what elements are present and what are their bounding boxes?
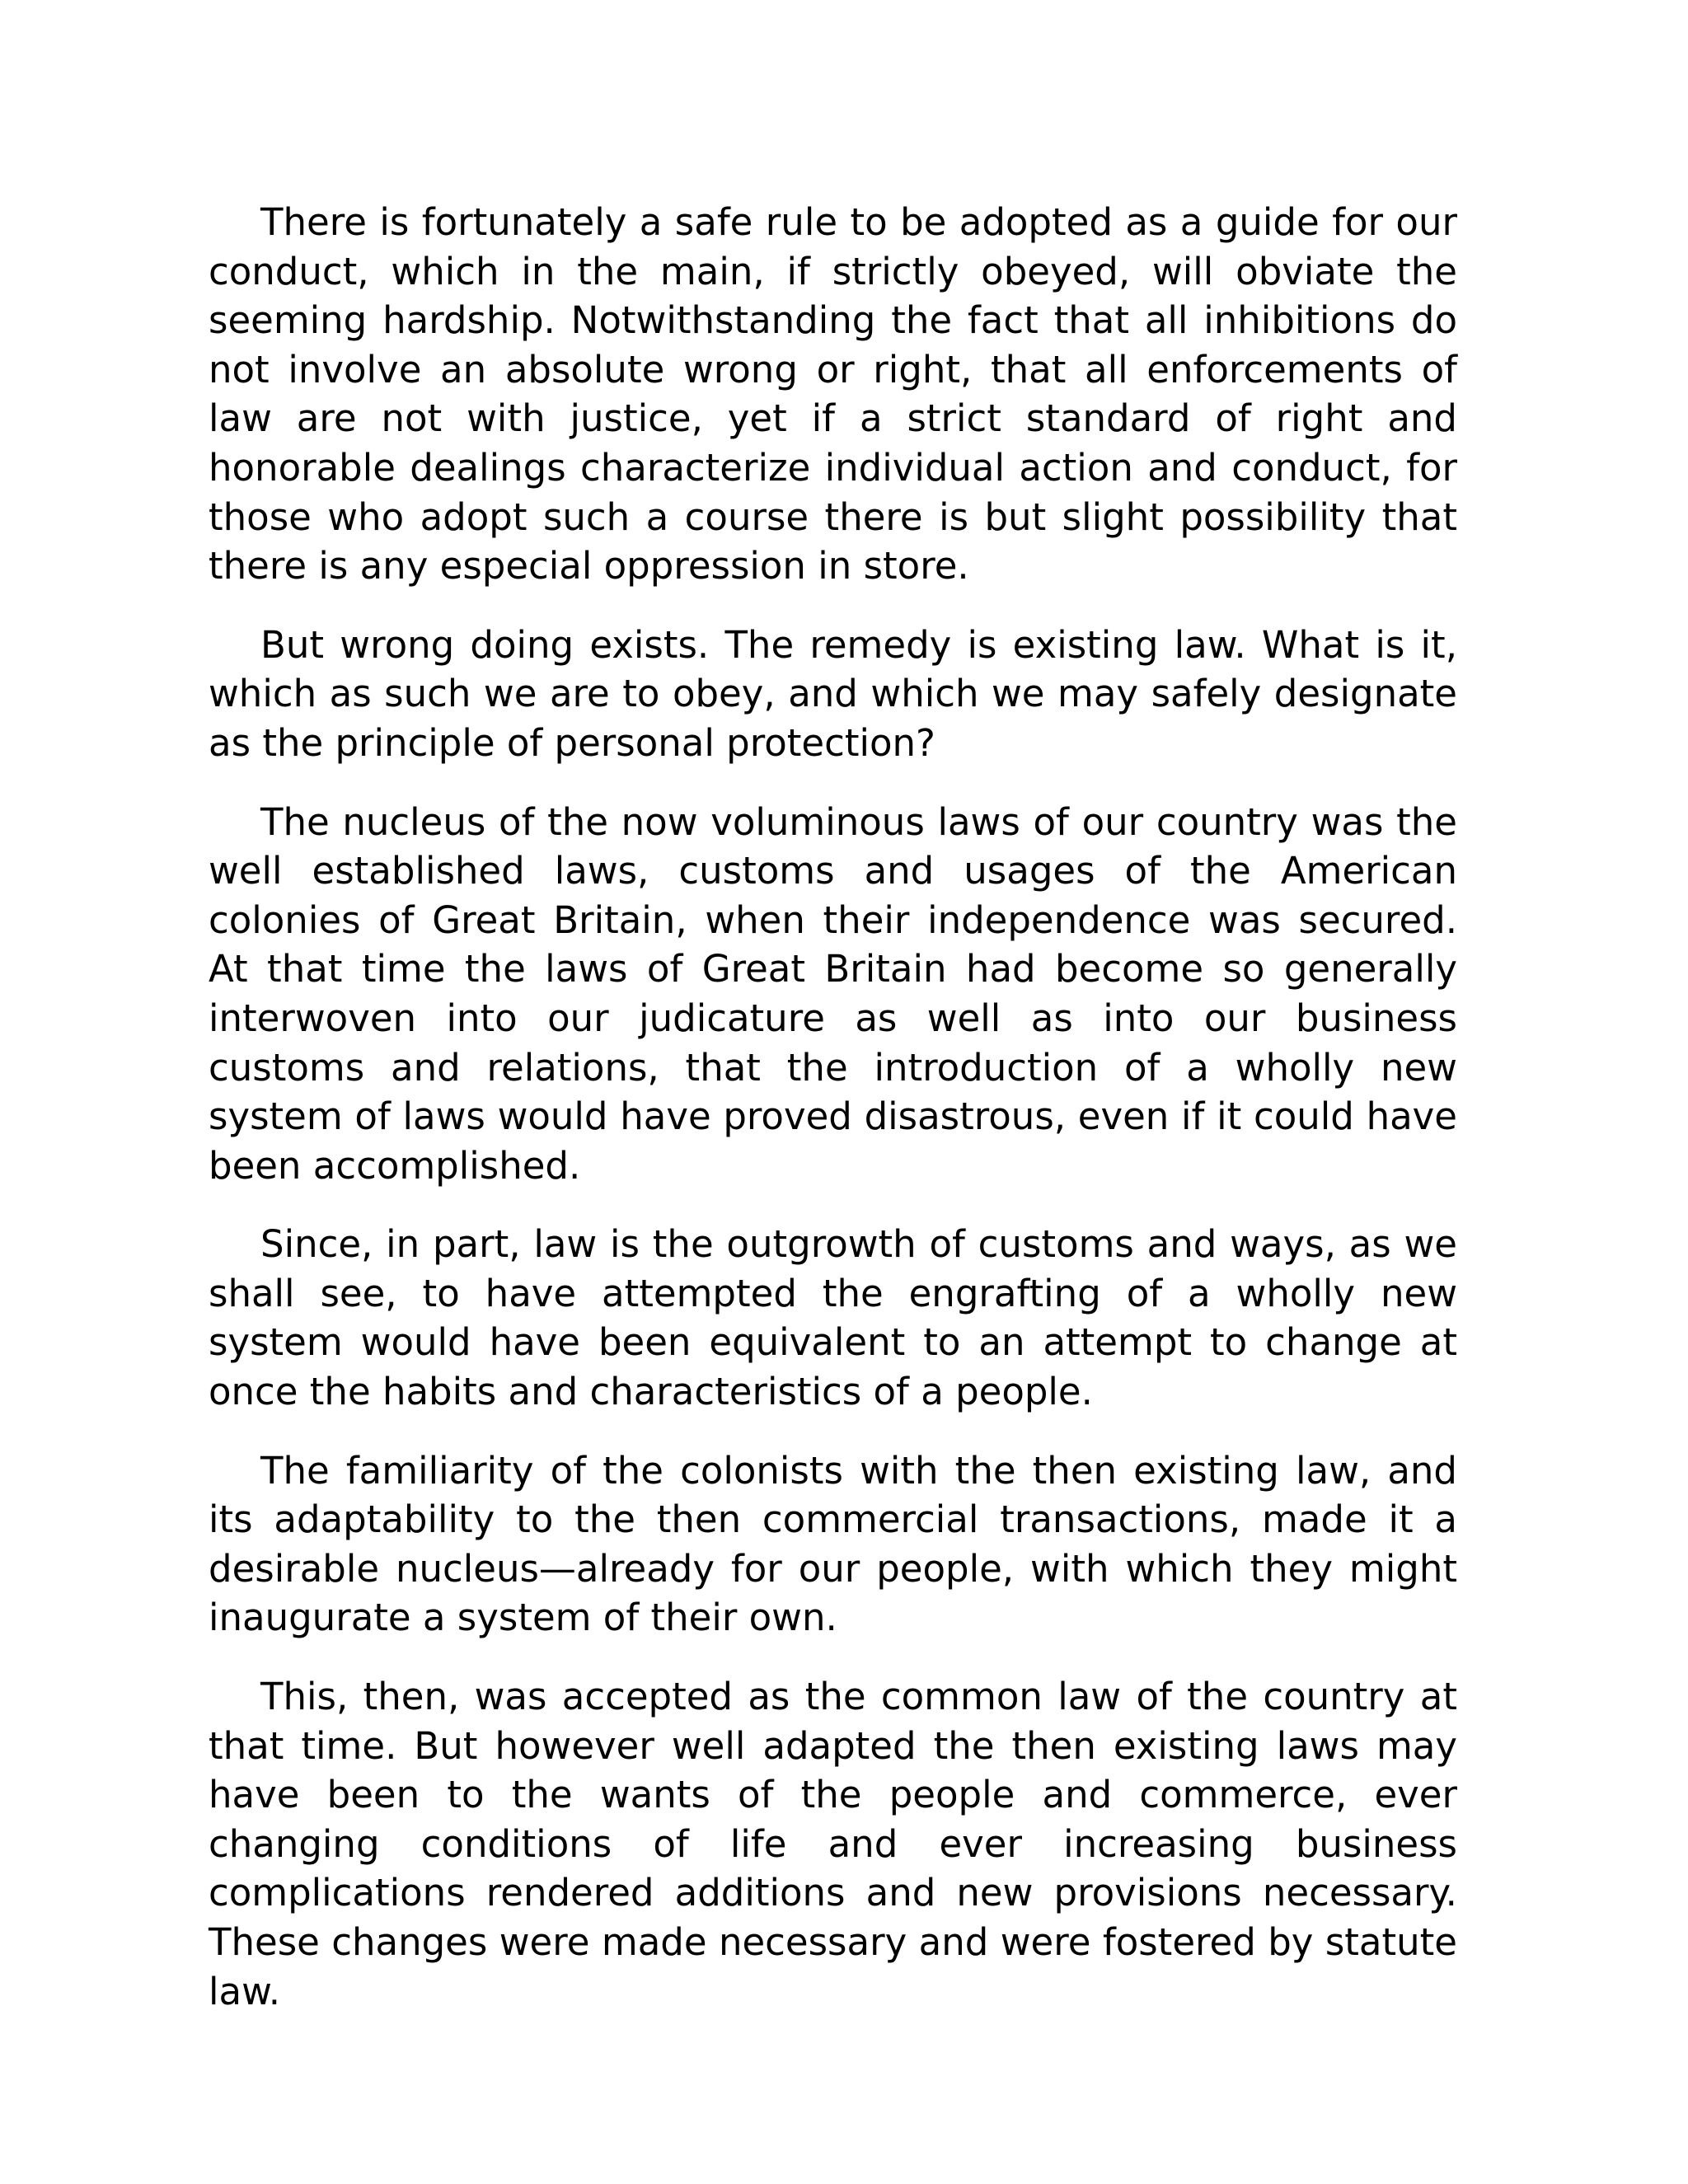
- paragraph-5: The familiarity of the colonists with the then existing law, and its adaptability to the then commercial transactions, made it a desirable nucleus—already for our people, with which they might inaugurate a system of their own.: [209, 1448, 1457, 1640]
- paragraph-1: There is fortunately a safe rule to be adopted as a guide for our conduct, which in the main, if strictly obeyed, will obviate the seeming hardship. Notwithstanding the fact that all inhibitions do not involve an absolute wrong or right, that all enforcements of law are not with justice, yet if a strict standard of right and honorable dealings characterize individual action and conduct, for those who adopt such a course there is but slight possibility that there is any especial oppression in store.: [209, 200, 1457, 588]
- paragraph-6: This, then, was accepted as the common law of the country at that time. But however well adapted the then existing laws may have been to the wants of the people and commerce, ever changing conditions of life and ever increasing business complications rendered additions and new provisions necessary. These changes were made necessary and were fostered by statute law.: [209, 1675, 1457, 2013]
- paragraph-2: But wrong doing exists. The remedy is existing law. What is it, which as such we are to obey, and which we may safely designate as the principle of personal protection?: [209, 622, 1457, 765]
- paragraph-4: Since, in part, law is the outgrowth of customs and ways, as we shall see, to have attempted the engrafting of a wholly new system would have been equivalent to an attempt to change at once the habits and characteristics of a people.: [209, 1222, 1457, 1414]
- body-text: [209, 198, 1457, 2016]
- paragraph-3: The nucleus of the now voluminous laws of our country was the well established laws, customs and usages of the American colonies of Great Britain, when their independence was secured. At that time the laws of Great Britain had become so generally interwoven into our judicature as well as into our business customs and relations, that the introduction of a wholly new system of laws would have proved disastrous, even if it could have been accomplished.: [209, 799, 1457, 1188]
